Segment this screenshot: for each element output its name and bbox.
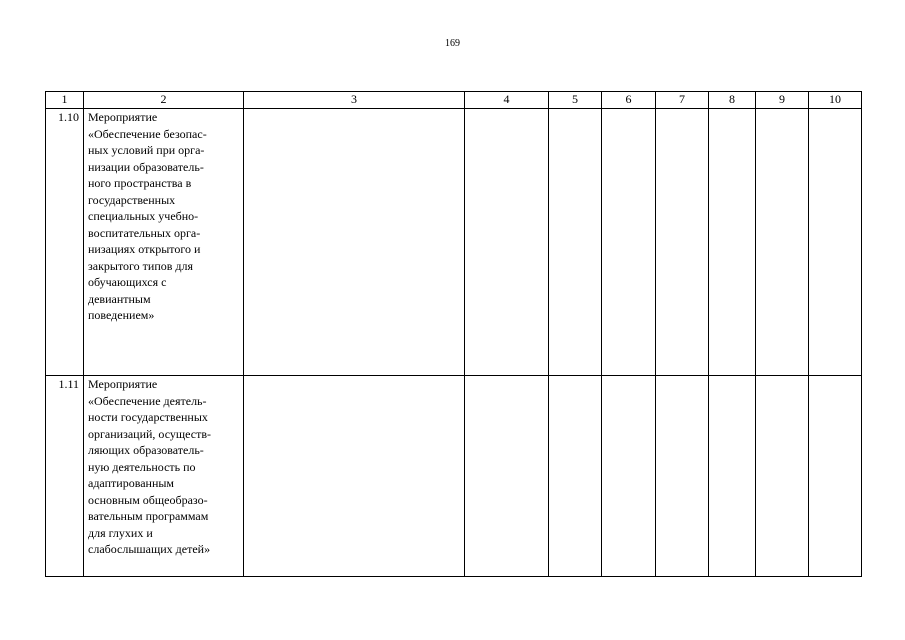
column-header-3: 3 — [244, 92, 465, 109]
empty-cell — [709, 376, 756, 577]
empty-cell — [549, 109, 602, 376]
empty-cell — [602, 109, 656, 376]
column-header-2: 2 — [84, 92, 244, 109]
column-header-5: 5 — [549, 92, 602, 109]
table-row — [46, 376, 862, 577]
column-header-4: 4 — [465, 92, 549, 109]
row-number: 1.11 — [46, 376, 84, 577]
program-table — [45, 91, 862, 577]
column-header-9: 9 — [756, 92, 809, 109]
header-row — [46, 92, 862, 109]
column-header-1: 1 — [46, 92, 84, 109]
activity-description: Мероприятие «Обеспечение безопас- ных условий при орга- низации образователь- ного пространства в государственных специальных учебно- воспитательных орга- низациях открытого и закрытого типов для обучающихся с девиантным поведением» — [84, 109, 244, 376]
column-header-8: 8 — [709, 92, 756, 109]
empty-cell — [809, 109, 862, 376]
empty-cell — [244, 109, 465, 376]
empty-cell — [656, 109, 709, 376]
activity-description: Мероприятие «Обеспечение деятель- ности государственных организаций, осуществ- ляющих образователь- ную деятельность по адаптированным основным общеобразо- вательным программам для глухих и слабослышащих детей» — [84, 376, 244, 577]
empty-cell — [602, 376, 656, 577]
empty-cell — [465, 376, 549, 577]
empty-cell — [656, 376, 709, 577]
page-number: 169 — [445, 38, 460, 49]
row-number: 1.10 — [46, 109, 84, 376]
empty-cell — [709, 109, 756, 376]
column-header-7: 7 — [656, 92, 709, 109]
empty-cell — [549, 376, 602, 577]
empty-cell — [756, 109, 809, 376]
table-row — [46, 109, 862, 376]
empty-cell — [809, 376, 862, 577]
empty-cell — [244, 376, 465, 577]
empty-cell — [756, 376, 809, 577]
empty-cell — [465, 109, 549, 376]
column-header-6: 6 — [602, 92, 656, 109]
column-header-10: 10 — [809, 92, 862, 109]
